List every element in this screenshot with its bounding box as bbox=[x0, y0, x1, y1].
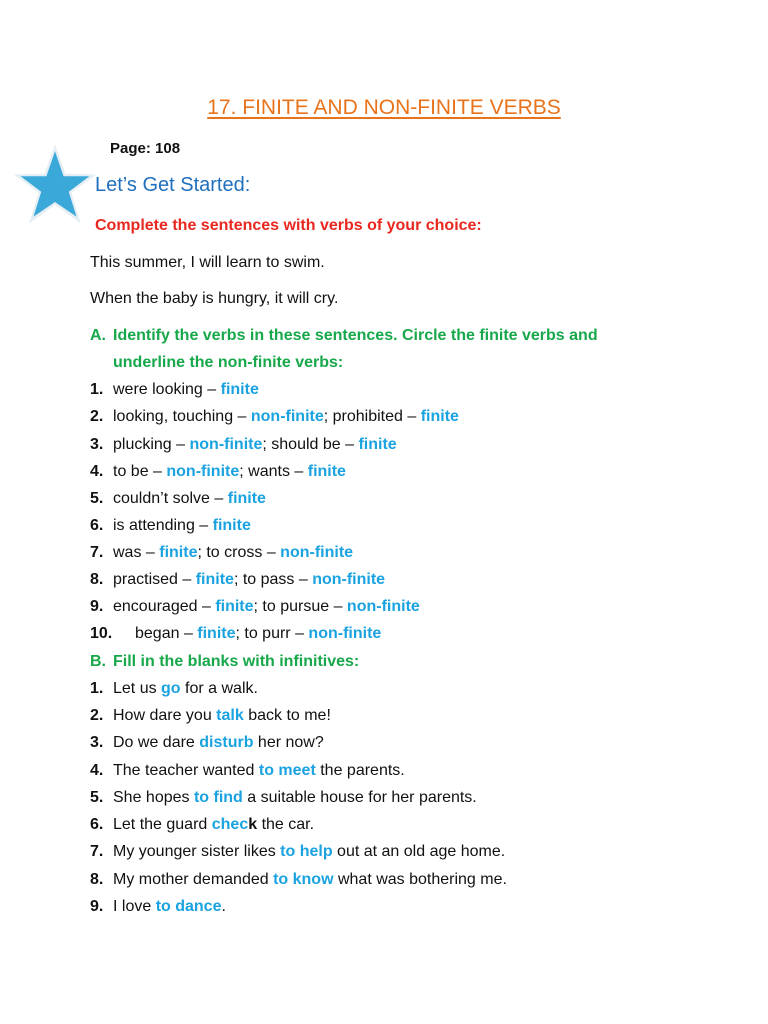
list-item bbox=[90, 871, 507, 889]
item-number: 6. bbox=[90, 517, 104, 534]
item-number: 1. bbox=[90, 680, 104, 697]
answer-text: to know bbox=[273, 871, 334, 888]
section-a-heading-line1: Identify the verbs in these sentences. Circle the finite verbs and bbox=[113, 327, 598, 344]
item-text: back to me! bbox=[243, 707, 331, 724]
answer-text: to help bbox=[280, 843, 333, 860]
answer-text: talk bbox=[216, 707, 244, 724]
item-text: . bbox=[221, 898, 226, 915]
list-item bbox=[90, 843, 505, 861]
item-text: Let us bbox=[113, 680, 162, 697]
item-text: Let the guard bbox=[113, 816, 212, 833]
item-text: ; prohibited – bbox=[323, 408, 421, 425]
answer-text: finite bbox=[220, 381, 259, 398]
answer-text: disturb bbox=[199, 734, 254, 751]
list-item bbox=[90, 734, 324, 752]
item-text: She hopes bbox=[113, 789, 194, 806]
answer-text: non-finite bbox=[312, 571, 386, 588]
list-item bbox=[90, 490, 266, 508]
item-text: is attending – bbox=[113, 517, 213, 534]
example-sentence: When the baby is hungry, it will cry. bbox=[90, 290, 339, 307]
answer-text: finite bbox=[195, 571, 234, 588]
answer-text: finite bbox=[227, 490, 266, 507]
item-text: ; to pursue – bbox=[253, 598, 347, 615]
section-title: Let’s Get Started: bbox=[95, 174, 251, 196]
page-title: 17. FINITE AND NON-FINITE VERBS bbox=[207, 96, 561, 119]
item-text: The teacher wanted bbox=[113, 762, 259, 779]
answer-text: non-finite bbox=[189, 436, 263, 453]
list-item bbox=[90, 816, 314, 834]
section-a-letter: A. bbox=[90, 327, 106, 344]
item-text: couldn’t solve – bbox=[113, 490, 228, 507]
item-number: 7. bbox=[90, 843, 104, 860]
section-a-heading-cont bbox=[90, 354, 343, 372]
answer-text: finite bbox=[307, 463, 346, 480]
item-number: 9. bbox=[90, 898, 104, 915]
list-item bbox=[90, 598, 420, 616]
list-item bbox=[90, 381, 259, 399]
instruction-text: Complete the sentences with verbs of your choice: bbox=[95, 217, 482, 234]
list-item bbox=[90, 408, 459, 426]
item-text: looking, touching – bbox=[113, 408, 251, 425]
item-text: what was bothering me. bbox=[333, 871, 507, 888]
answer-text: finite bbox=[197, 625, 236, 642]
list-item bbox=[90, 898, 226, 916]
example-sentence: This summer, I will learn to swim. bbox=[90, 254, 325, 271]
list-item bbox=[90, 762, 405, 780]
answer-text: finite bbox=[420, 408, 459, 425]
answer-text: chec bbox=[211, 816, 249, 833]
item-number: 4. bbox=[90, 762, 104, 779]
answer-text: finite bbox=[159, 544, 198, 561]
item-text: ; to purr – bbox=[235, 625, 309, 642]
page-number-label: Page: 108 bbox=[110, 140, 181, 157]
item-text: ; to pass – bbox=[233, 571, 313, 588]
answer-text: to find bbox=[193, 789, 243, 806]
item-text: for a walk. bbox=[180, 680, 258, 697]
list-item bbox=[90, 571, 385, 589]
item-text: the parents. bbox=[315, 762, 405, 779]
item-text: plucking – bbox=[113, 436, 190, 453]
answer-text: non-finite bbox=[166, 463, 240, 480]
list-item bbox=[90, 463, 346, 481]
item-number: 4. bbox=[90, 463, 104, 480]
list-item bbox=[90, 436, 397, 454]
section-b-heading-text: Fill in the blanks with infinitives: bbox=[113, 653, 360, 670]
item-text: Do we dare bbox=[113, 734, 200, 751]
answer-text-black: k bbox=[248, 816, 258, 833]
answer-text: non-finite bbox=[250, 408, 324, 425]
item-number: 6. bbox=[90, 816, 104, 833]
item-number: 2. bbox=[90, 707, 104, 724]
answer-text: non-finite bbox=[280, 544, 354, 561]
item-number: 9. bbox=[90, 598, 104, 615]
item-text: a suitable house for her parents. bbox=[242, 789, 477, 806]
star-icon bbox=[12, 141, 98, 227]
item-text: began – bbox=[135, 625, 198, 642]
item-text: the car. bbox=[257, 816, 315, 833]
answer-text: finite bbox=[215, 598, 254, 615]
section-b-letter: B. bbox=[90, 653, 106, 670]
item-number: 7. bbox=[90, 544, 104, 561]
section-a-heading bbox=[90, 327, 598, 345]
answer-text: non-finite bbox=[308, 625, 382, 642]
item-number: 8. bbox=[90, 571, 104, 588]
answer-text: finite bbox=[358, 436, 397, 453]
item-text: My mother demanded bbox=[113, 871, 274, 888]
list-item bbox=[90, 707, 331, 725]
answer-text: go bbox=[161, 680, 181, 697]
item-text: I love bbox=[113, 898, 156, 915]
answer-text: finite bbox=[212, 517, 251, 534]
section-a-heading-line2: underline the non-finite verbs: bbox=[113, 354, 344, 371]
list-item bbox=[90, 789, 477, 807]
item-text: encouraged – bbox=[113, 598, 216, 615]
item-text: How dare you bbox=[113, 707, 217, 724]
item-text: to be – bbox=[113, 463, 167, 480]
item-text: ; should be – bbox=[262, 436, 359, 453]
list-item bbox=[90, 625, 381, 643]
item-number: 8. bbox=[90, 871, 104, 888]
item-text: practised – bbox=[113, 571, 196, 588]
item-text: her now? bbox=[253, 734, 324, 751]
item-number: 2. bbox=[90, 408, 104, 425]
section-b-heading bbox=[90, 653, 359, 671]
list-item bbox=[90, 517, 251, 535]
item-number: 5. bbox=[90, 490, 104, 507]
item-number: 10. bbox=[90, 625, 113, 642]
answer-text: to meet bbox=[258, 762, 316, 779]
item-number: 3. bbox=[90, 436, 104, 453]
list-item bbox=[90, 680, 258, 698]
item-text: was – bbox=[113, 544, 160, 561]
item-number: 1. bbox=[90, 381, 104, 398]
item-text: ; to cross – bbox=[197, 544, 281, 561]
item-text: out at an old age home. bbox=[332, 843, 506, 860]
answer-text: to dance bbox=[155, 898, 222, 915]
list-item bbox=[90, 544, 353, 562]
item-text: were looking – bbox=[113, 381, 221, 398]
item-text: My younger sister likes bbox=[113, 843, 281, 860]
item-text: ; wants – bbox=[239, 463, 308, 480]
item-number: 5. bbox=[90, 789, 104, 806]
item-number: 3. bbox=[90, 734, 104, 751]
answer-text: non-finite bbox=[346, 598, 420, 615]
